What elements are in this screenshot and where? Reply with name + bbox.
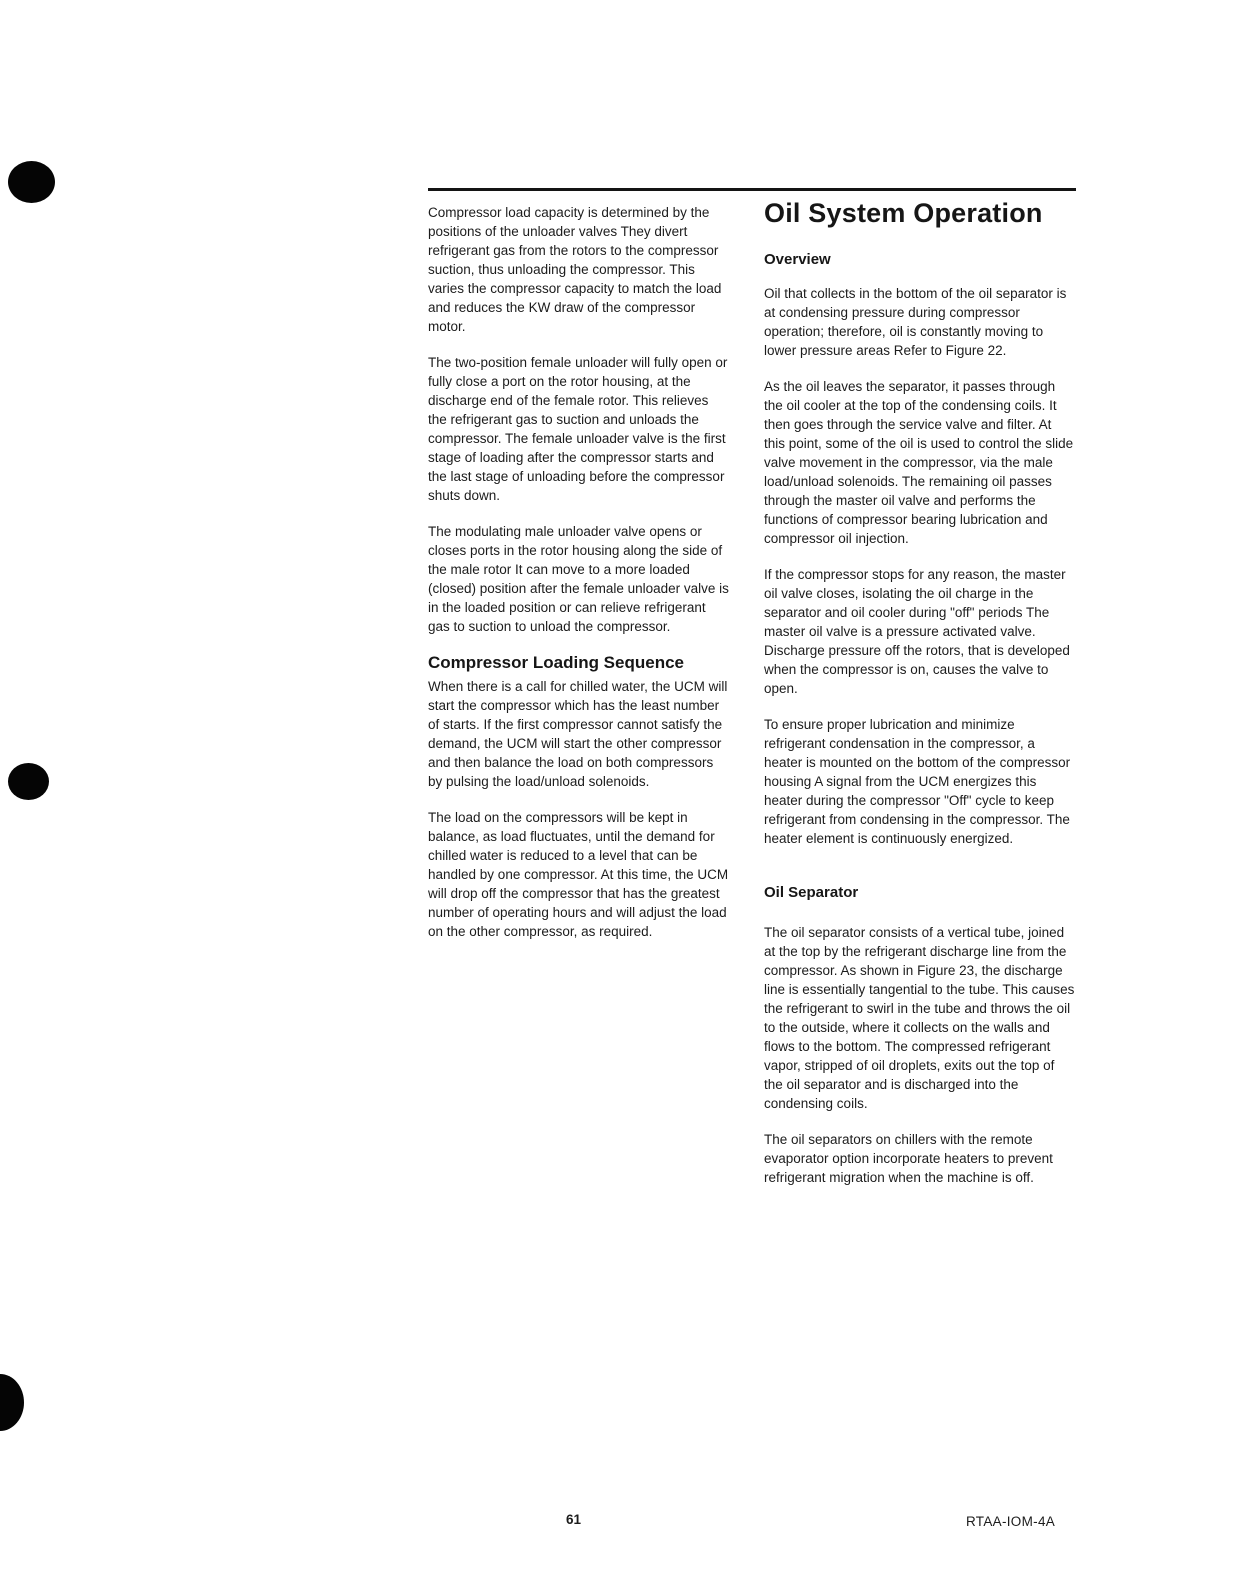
paragraph: The load on the compressors will be kept in balance, as load fluctuates, until the demand for chilled water is reduced to a level that can be handled by one compressor. At this time, the UCM will drop off the compressor that has the greatest number of operating hours and will adjust the load on the other compressor, as required. [428,810,729,939]
scan-mark-middle [8,763,49,800]
left-column [428,203,730,958]
section-heading-compressor-loading-sequence: Compressor Loading Sequence [428,653,684,672]
paragraph: The two-position female unloader will fully open or fully close a port on the rotor housing, at the discharge end of the female rotor. This relieves the refrigerant gas to suction and unloads the compressor. The female unloader valve is the first stage of loading after the compressor starts and the last stage of unloading before the compressor shuts down. [428,355,728,503]
paragraph: As the oil leaves the separator, it passes through the oil cooler at the top of the condensing coils. It then goes through the service valve and filter. At this point, some of the oil is used to control the slide valve movement in the compressor, via the male load/unload solenoids. The remaining oil passes through the master oil valve and performs the functions of compressor bearing lubrication and compressor oil injection. [764,379,1074,546]
section-heading-oil-separator: Oil Separator [764,884,859,901]
paragraph: When there is a call for chilled water, the UCM will start the compressor which has the least number of starts. If the first compressor cannot satisfy the demand, the UCM will start the other compressor and then balance the load on both compressors by pulsing the load/unload solenoids. [428,679,728,789]
scan-mark-top [8,161,55,203]
paragraph: If the compressor stops for any reason, the master oil valve closes, isolating the oil charge in the separator and oil cooler during "off" periods The master oil valve is a pressure activated valve. Discharge pressure off the rotors, that is developed when the compressor is on, causes the valve to open. [764,567,1070,696]
paragraph: The modulating male unloader valve opens or closes ports in the rotor housing along the side of the male rotor It can move to a more loaded (closed) position after the female unloader valve is in the loaded position or can relieve refrigerant gas to suction to unload the compressor. [428,524,729,634]
page-number: 61 [566,1512,582,1527]
paragraph: Oil that collects in the bottom of the oil separator is at condensing pressure during compressor operation; therefore, oil is constantly moving to lower pressure areas Refer to Figure 22. [764,286,1067,358]
page-title: Oil System Operation [764,198,1043,228]
paragraph: The oil separators on chillers with the remote evaporator option incorporate heaters to prevent refrigerant migration when the machine is off. [764,1132,1053,1185]
paragraph: To ensure proper lubrication and minimize refrigerant condensation in the compressor, a heater is mounted on the bottom of the compressor housing A signal from the UCM energizes this heater during the compressor "Off" cycle to keep refrigerant from condensing in the compressor. The heater element is continuously energized. [764,717,1071,846]
paragraph: The oil separator consists of a vertical tube, joined at the top by the refrigerant discharge line from the compressor. As shown in Figure 23, the discharge line is essentially tangential to the tube. This causes the refrigerant to swirl in the tube and throws the oil to the outside, where it collects on the walls and flows to the bottom. The compressed refrigerant vapor, stripped of oil droplets, exits out the top of the oil separator and is discharged into the condensing coils. [764,925,1075,1111]
document-code: RTAA-IOM-4A [966,1514,1056,1529]
header-rule [428,188,1076,191]
paragraph: Compressor load capacity is determined by the positions of the unloader valves They divert refrigerant gas from the rotors to the compressor suction, thus unloading the compressor. This varies the compressor capacity to match the load and reduces the KW draw of the compressor motor. [428,205,722,334]
right-column [764,198,1076,1204]
section-heading-overview: Overview [764,251,831,268]
scan-mark-bottom [0,1374,24,1431]
